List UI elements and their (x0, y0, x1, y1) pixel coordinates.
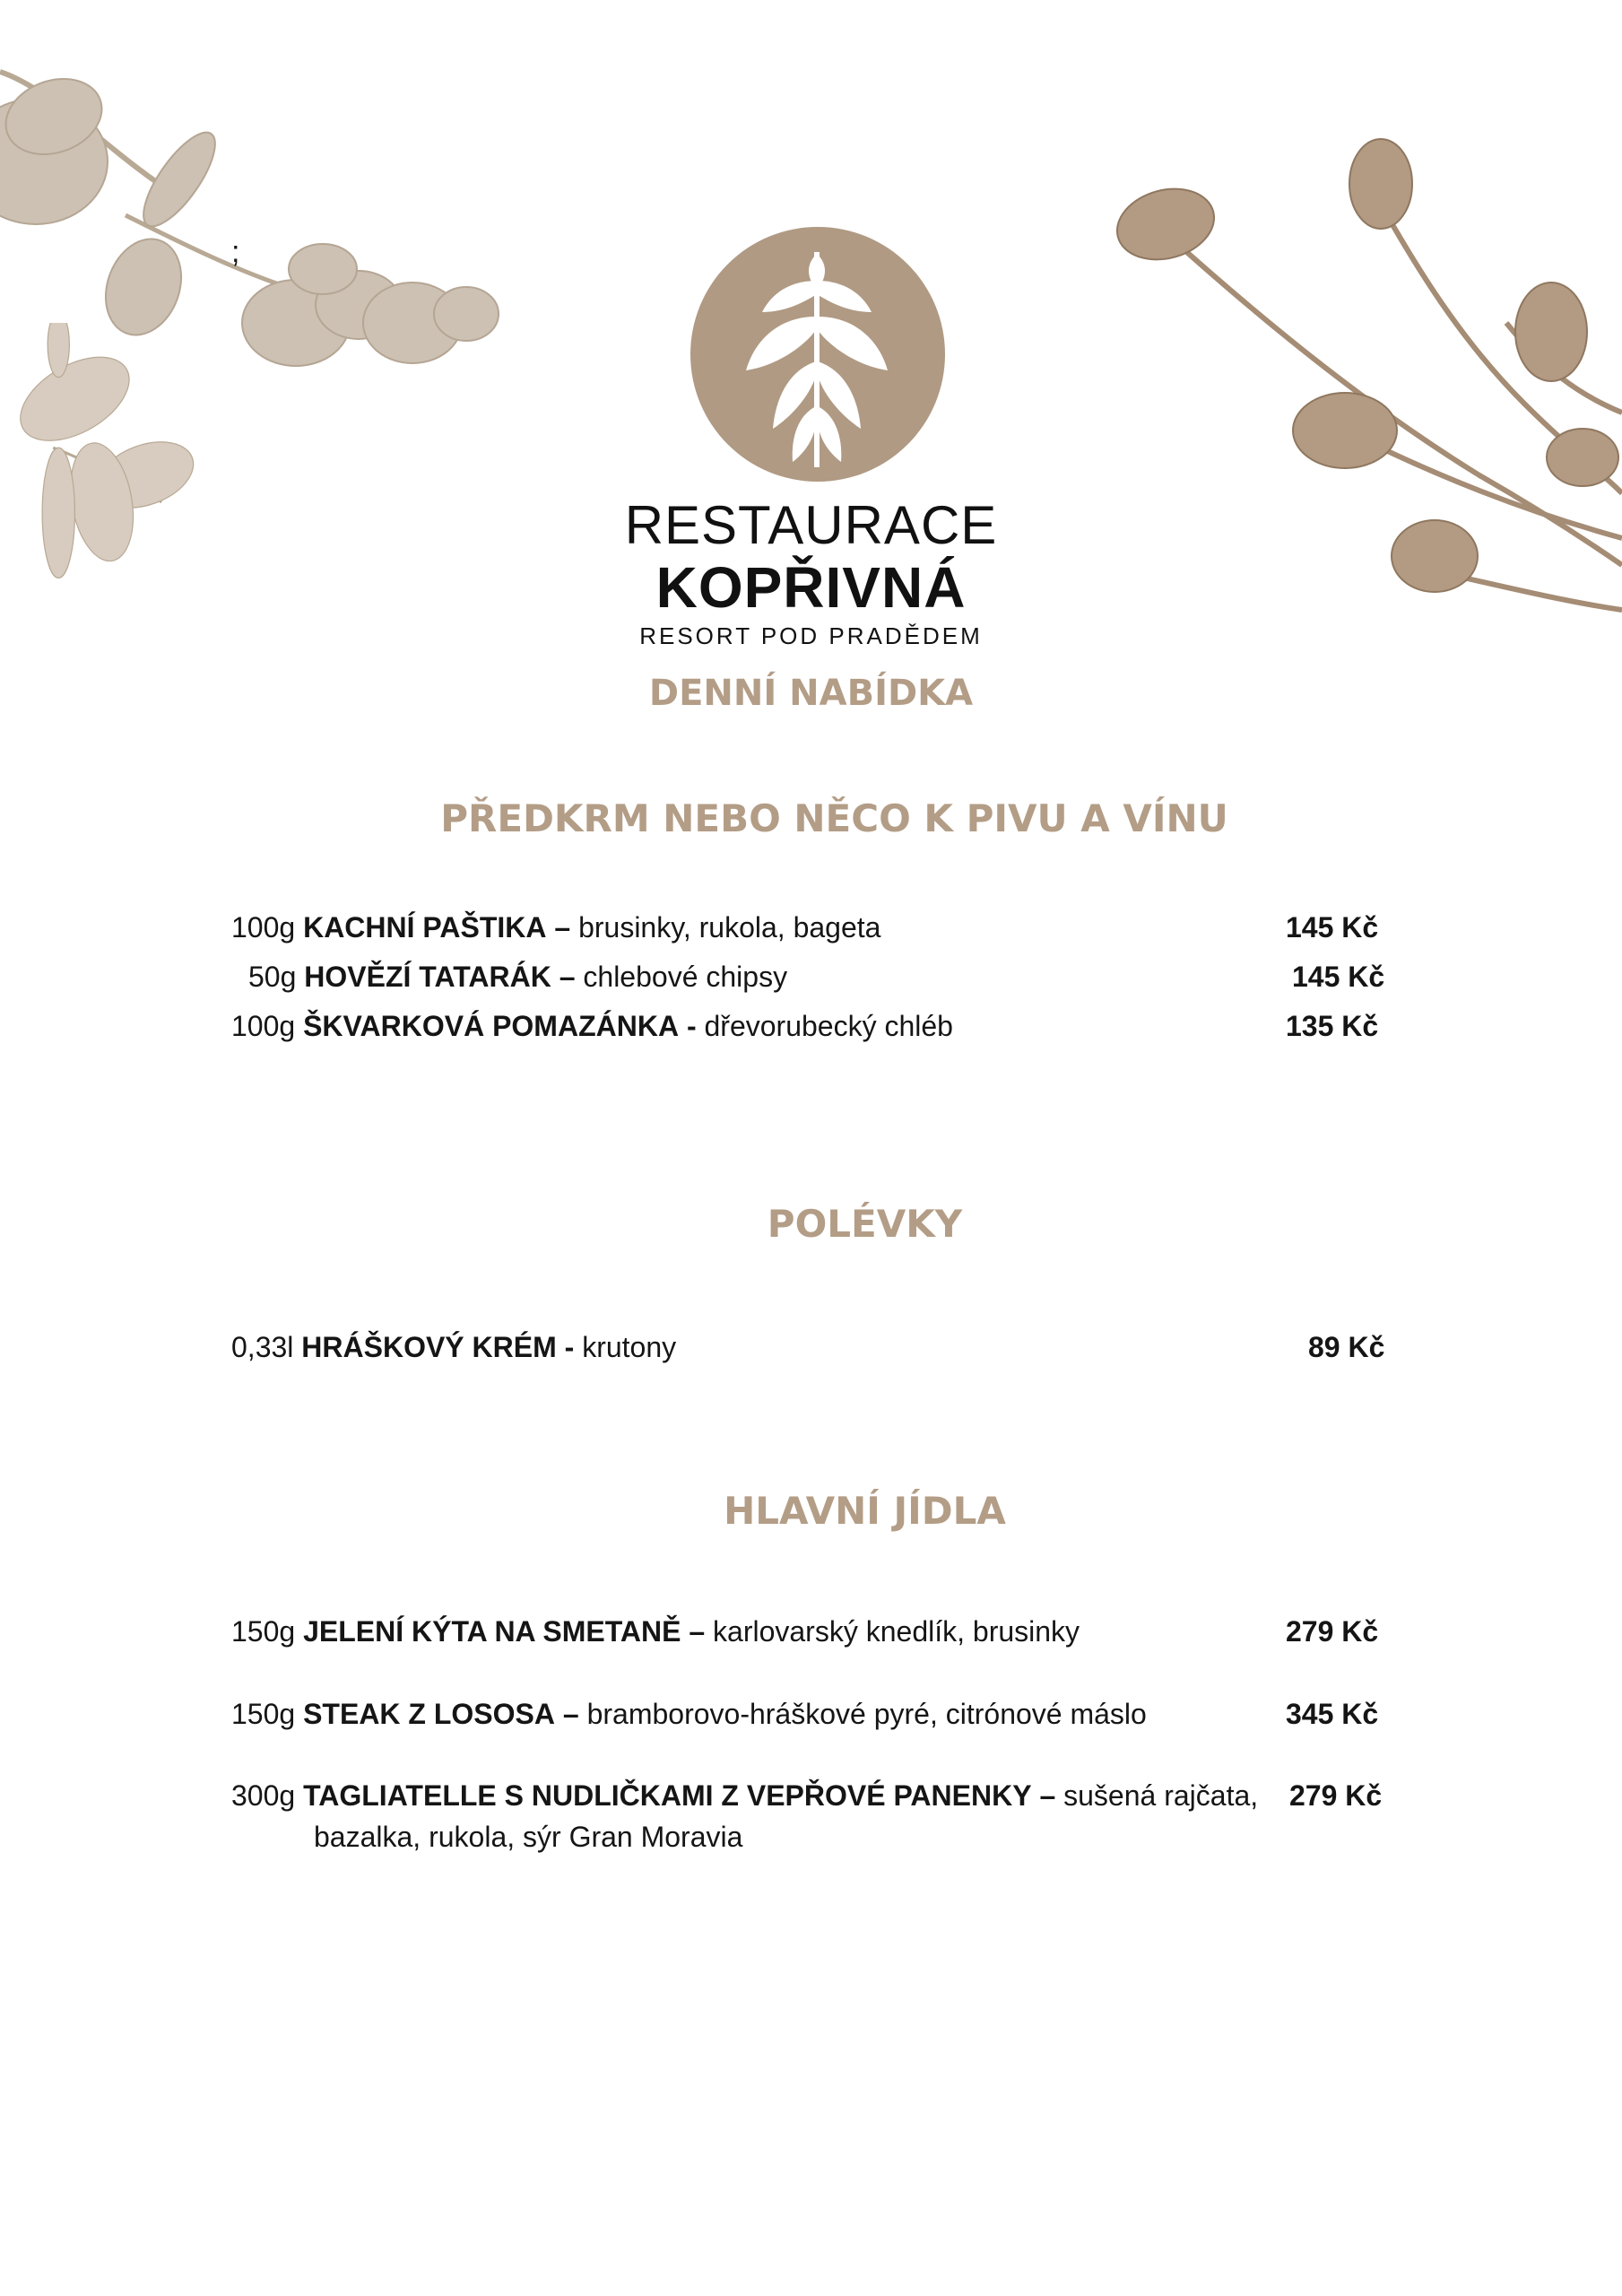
daily-offer-title: DENNÍ NABÍDKA (648, 673, 974, 714)
item-weight: 150g (231, 1615, 296, 1648)
item-weight: 50g (248, 961, 297, 993)
logo-line-resort: RESORT POD PRADĚDEM (639, 622, 983, 649)
section-title-starters: PŘEDKRM NEBO NĚCO K PIVU A VÍNU (440, 796, 1228, 840)
menu-item (231, 1611, 1388, 1652)
item-name: HOVĚZÍ TATARÁK (304, 961, 551, 993)
item-name: KACHNÍ PAŠTIKA (303, 911, 547, 944)
item-price: 89 Kč (1308, 1331, 1385, 1363)
item-weight: 0,33l (231, 1331, 294, 1363)
section-title-soups: POLÉVKY (767, 1202, 963, 1246)
item-description-continued: bazalka, rukola, sýr Gran Moravia (314, 1821, 743, 1853)
item-weight: 150g (231, 1698, 296, 1730)
item-separator: - (686, 1010, 697, 1042)
item-description: chlebové chipsy (583, 961, 788, 993)
menu-item (231, 1775, 1388, 1857)
item-price: 135 Kč (1286, 1010, 1379, 1042)
item-name: TAGLIATELLE S NUDLIČKAMI Z VEPŘOVÉ PANENKY (303, 1779, 1032, 1812)
section-title-mains: HLAVNÍ JÍDLA (724, 1489, 1006, 1533)
item-description: dřevorubecký chléb (704, 1010, 953, 1042)
item-description: krutony (582, 1331, 677, 1363)
item-price: 145 Kč (1292, 961, 1385, 993)
item-description: karlovarský knedlík, brusinky (713, 1615, 1080, 1648)
stray-punctuation: ; (231, 235, 240, 269)
menu-item (231, 907, 1388, 948)
item-description: bramborovo-hráškové pyré, citrónové máslo (586, 1698, 1147, 1730)
item-separator: - (564, 1331, 575, 1363)
item-weight: 100g (231, 911, 296, 944)
item-separator: – (1039, 1779, 1056, 1812)
item-price: 345 Kč (1286, 1698, 1379, 1730)
item-description: sušená rajčata, (1063, 1779, 1259, 1812)
item-weight: 100g (231, 1010, 296, 1042)
item-description: brusinky, rukola, bageta (578, 911, 881, 944)
item-weight: 300g (231, 1779, 296, 1812)
logo-line-kopriva: KOPŘIVNÁ (655, 555, 967, 620)
item-name: JELENÍ KÝTA NA SMETANĚ (303, 1615, 681, 1648)
menu-item (248, 956, 1405, 997)
menu-item (231, 1693, 1388, 1735)
item-name: STEAK Z LOSOSA (303, 1698, 555, 1730)
logo-emblem (690, 227, 945, 482)
item-separator: – (559, 961, 576, 993)
item-price: 279 Kč (1286, 1615, 1379, 1648)
nettle-plant-icon (690, 227, 945, 482)
item-price: 145 Kč (1286, 911, 1379, 944)
menu-item (231, 1326, 1388, 1368)
item-separator: – (689, 1615, 706, 1648)
item-name: ŠKVARKOVÁ POMAZÁNKA (303, 1010, 680, 1042)
logo-line-restaurace: RESTAURACE (624, 495, 998, 555)
item-price: 279 Kč (1289, 1779, 1383, 1812)
menu-item (231, 1005, 1388, 1047)
item-separator: – (562, 1698, 579, 1730)
restaurant-logo-text (0, 497, 1622, 649)
item-separator: – (554, 911, 571, 944)
item-name: HRÁŠKOVÝ KRÉM (301, 1331, 557, 1363)
